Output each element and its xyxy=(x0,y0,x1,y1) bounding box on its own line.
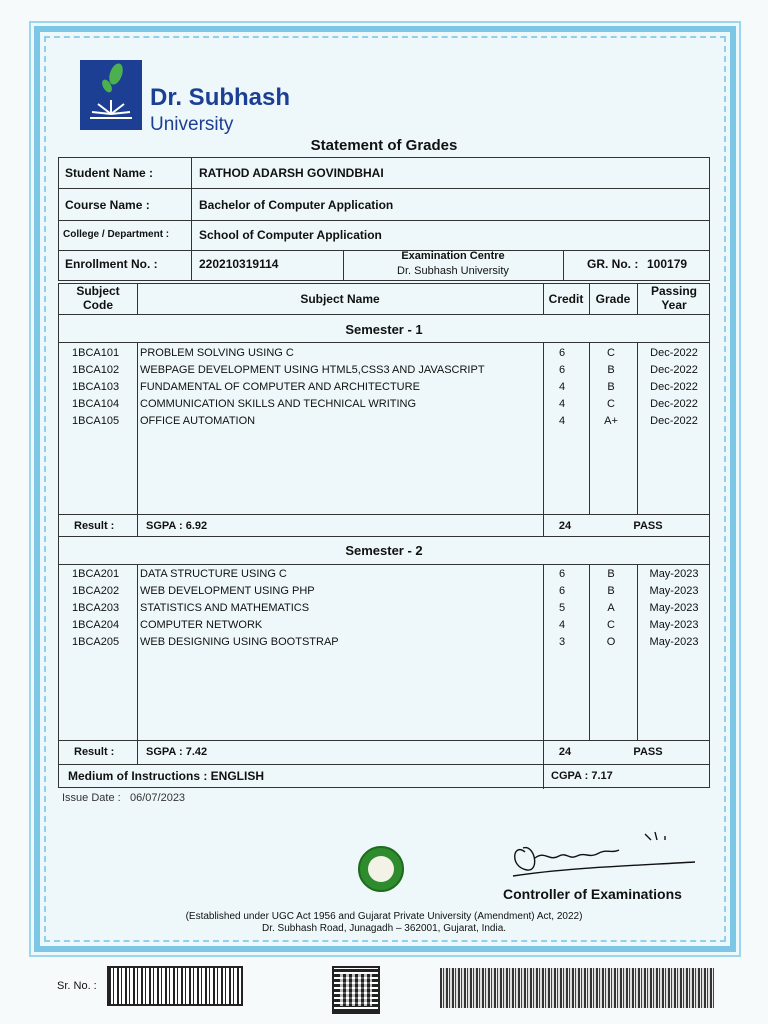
semester-1-status: PASS xyxy=(633,520,663,532)
course-name: Bachelor of Computer Application xyxy=(199,198,394,212)
table-row: 1BCA201 DATA STRUCTURE USING C 6 B May-2023 xyxy=(72,568,699,580)
header-subject-code-2: Code xyxy=(83,298,113,312)
semester-1-result-label: Result : xyxy=(74,520,115,532)
university-name: Dr. Subhash xyxy=(150,84,291,111)
university-address: Dr. Subhash Road, Junagadh – 362001, Gujarat, India. xyxy=(261,923,507,934)
signature xyxy=(505,822,705,882)
semester-2-title: Semester - 2 xyxy=(345,543,423,558)
header-passing-1: Passing xyxy=(650,284,698,298)
header-passing-2: Year xyxy=(661,298,687,312)
header-subject-code-1: Subject xyxy=(76,284,120,298)
header-subject-name: Subject Name xyxy=(300,292,380,306)
issue-date-label: Issue Date : xyxy=(62,792,121,804)
course-label: Course Name : xyxy=(65,198,150,212)
table-row: 1BCA105 OFFICE AUTOMATION 4 A+ Dec-2022 xyxy=(72,415,698,427)
qr-code xyxy=(332,966,380,1014)
table-row: 1BCA205 WEB DESIGNING USING BOOTSTRAP 3 O May-2023 xyxy=(72,636,699,648)
table-row: 1BCA203 STATISTICS AND MATHEMATICS 5 A May-2023 xyxy=(72,602,699,614)
university-logo xyxy=(80,60,142,130)
student-name: RATHOD ADARSH GOVINDBHAI xyxy=(199,166,384,180)
header-credit: Credit xyxy=(548,292,584,306)
semester-1-sgpa: SGPA : 6.92 xyxy=(146,520,208,532)
college-name: School of Computer Application xyxy=(199,228,382,242)
gr-number: 100179 xyxy=(647,257,688,271)
cgpa: CGPA : 7.17 xyxy=(551,770,613,782)
issue-date: 06/07/2023 xyxy=(130,792,186,804)
student-info-box xyxy=(58,157,710,281)
table-row: 1BCA104 COMMUNICATION SKILLS AND TECHNICAL WRITING 4 C Dec-2022 xyxy=(72,398,698,410)
enrollment-number: 220210319114 xyxy=(199,257,279,271)
semester-2-result-label: Result : xyxy=(74,746,115,758)
gr-label: GR. No. : xyxy=(587,257,639,271)
header-grade: Grade xyxy=(595,292,631,306)
document-title: Statement of Grades xyxy=(310,137,458,154)
semester-1-title: Semester - 1 xyxy=(345,322,423,337)
table-row: 1BCA103 FUNDAMENTAL OF COMPUTER AND ARCHITECTURE 4 B Dec-2022 xyxy=(72,381,698,393)
exam-centre: Dr. Subhash University xyxy=(397,265,509,277)
table-row: 1BCA101 PROBLEM SOLVING USING C 6 C Dec-2022 xyxy=(72,347,698,359)
semester-1-total-credit: 24 xyxy=(558,520,572,532)
semester-2-sgpa: SGPA : 7.42 xyxy=(146,746,208,758)
security-barcode xyxy=(440,968,714,1008)
enrollment-label: Enrollment No. : xyxy=(65,257,158,271)
college-label: College / Department : xyxy=(63,229,170,240)
student-name-label: Student Name : xyxy=(65,166,154,180)
medium-of-instruction: Medium of Instructions : ENGLISH xyxy=(68,769,265,783)
semester-2-status: PASS xyxy=(633,746,663,758)
establishment-note: (Established under UGC Act 1956 and Gujarat Private University (Amendment) Act, 2022) xyxy=(185,911,583,922)
table-row: 1BCA202 WEB DEVELOPMENT USING PHP 6 B May-2023 xyxy=(72,585,699,597)
exam-centre-label: Examination Centre xyxy=(401,250,505,262)
university-subtitle: University xyxy=(150,114,234,135)
serial-number-label: Sr. No. : xyxy=(57,980,97,992)
table-row: 1BCA102 WEBPAGE DEVELOPMENT USING HTML5,CSS3 AND JAVASCRIPT 6 B Dec-2022 xyxy=(72,364,698,376)
serial-number-box xyxy=(107,966,243,1006)
university-seal xyxy=(358,846,404,892)
controller-of-examinations: Controller of Examinations xyxy=(503,886,682,902)
semester-2-total-credit: 24 xyxy=(558,746,572,758)
table-row: 1BCA204 COMPUTER NETWORK 4 C May-2023 xyxy=(72,619,699,631)
